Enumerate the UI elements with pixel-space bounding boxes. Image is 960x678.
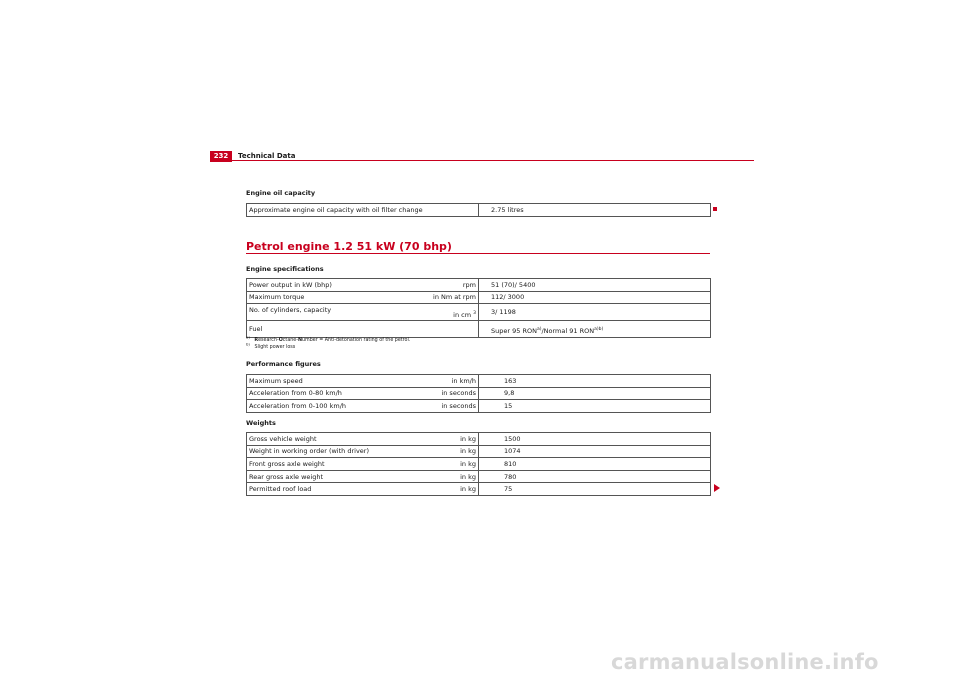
engine-heading: Petrol engine 1.2 51 kW (70 bhp) [246,240,452,253]
footnote-a: $^{a)}$ Research-Octane-Number = Anti-detonation rating of the petrol. [246,334,411,343]
table-row [247,470,711,483]
header-rule [210,160,754,161]
engine-spec-table [246,278,711,338]
table-row [247,304,711,321]
table-row [247,483,711,496]
row-label: Approximate engine oil capacity with oil filter change [249,205,423,214]
footnote-ref: a) [536,327,542,333]
row-label: Acceleration from 0-100 km/h [249,401,347,410]
row-unit: in cm [453,310,472,319]
fuel-value-normal: /Normal 91 RON [541,327,595,336]
row-value: 3/ 1198 [479,304,711,321]
row-value: 1500 [479,433,711,446]
footnote-b: $^{b)}$ Slight power loss [246,341,296,350]
row-label: No. of cylinders, capacity [249,305,332,314]
row-label: Rear gross axle weight [249,472,324,481]
section-end-marker [713,207,717,211]
row-value: 810 [479,458,711,471]
table-row [247,445,711,458]
footnotes [246,334,411,351]
table-row [247,279,711,292]
row-value: 163 [479,375,711,388]
unit-superscript: 3 [473,310,476,316]
row-label: Weight in working order (with driver) [249,447,369,456]
row-label: Maximum torque [249,293,305,302]
row-value: 15 [479,400,711,413]
table-row [247,387,711,400]
fuel-value-super: Super 95 RON [491,327,537,336]
row-unit: in kg [460,485,476,494]
table-row [247,375,711,388]
engine-spec-heading: Engine specifications [246,265,324,273]
row-label: Fuel [249,325,263,334]
table-row [247,400,711,413]
row-value: 9,8 [479,387,711,400]
performance-heading: Performance figures [246,360,321,368]
row-unit: in kg [460,472,476,481]
watermark: carmanualsonline.info [611,650,879,674]
table-row [247,321,711,338]
row-value: 51 (70)/ 5400 [479,279,711,292]
row-label: Maximum speed [249,376,303,385]
heading-rule [246,253,710,254]
row-label: Permitted roof load [249,485,312,494]
row-unit: in kg [460,459,476,468]
row-label: Gross vehicle weight [249,434,317,443]
row-value: 112/ 3000 [479,291,711,304]
section-title: Technical Data [238,152,296,160]
continue-arrow-icon [714,484,720,492]
table-row [247,433,711,446]
row-unit: in km/h [451,376,476,385]
row-label: Power output in kW (bhp) [249,280,332,289]
row-unit: rpm [462,280,476,289]
page-number: 232 [210,151,232,162]
row-unit: in kg [460,434,476,443]
row-unit: in seconds [441,401,476,410]
row-value: 780 [479,470,711,483]
table-row [247,458,711,471]
row-unit: in Nm at rpm [433,293,476,302]
table-row [247,204,711,217]
row-label: Front gross axle weight [249,459,325,468]
oil-capacity-heading: Engine oil capacity [246,189,316,197]
row-label: Acceleration from 0-80 km/h [249,389,342,398]
row-value: 1074 [479,445,711,458]
row-value: 2.75 litres [479,204,711,217]
performance-table [246,374,711,413]
row-unit: in kg [460,447,476,456]
weights-table [246,432,711,496]
table-row [247,291,711,304]
weights-heading: Weights [246,419,276,427]
footnote-ref: a)b) [594,327,604,333]
row-unit: in seconds [441,389,476,398]
oil-capacity-table [246,203,711,217]
row-value: 75 [479,483,711,496]
